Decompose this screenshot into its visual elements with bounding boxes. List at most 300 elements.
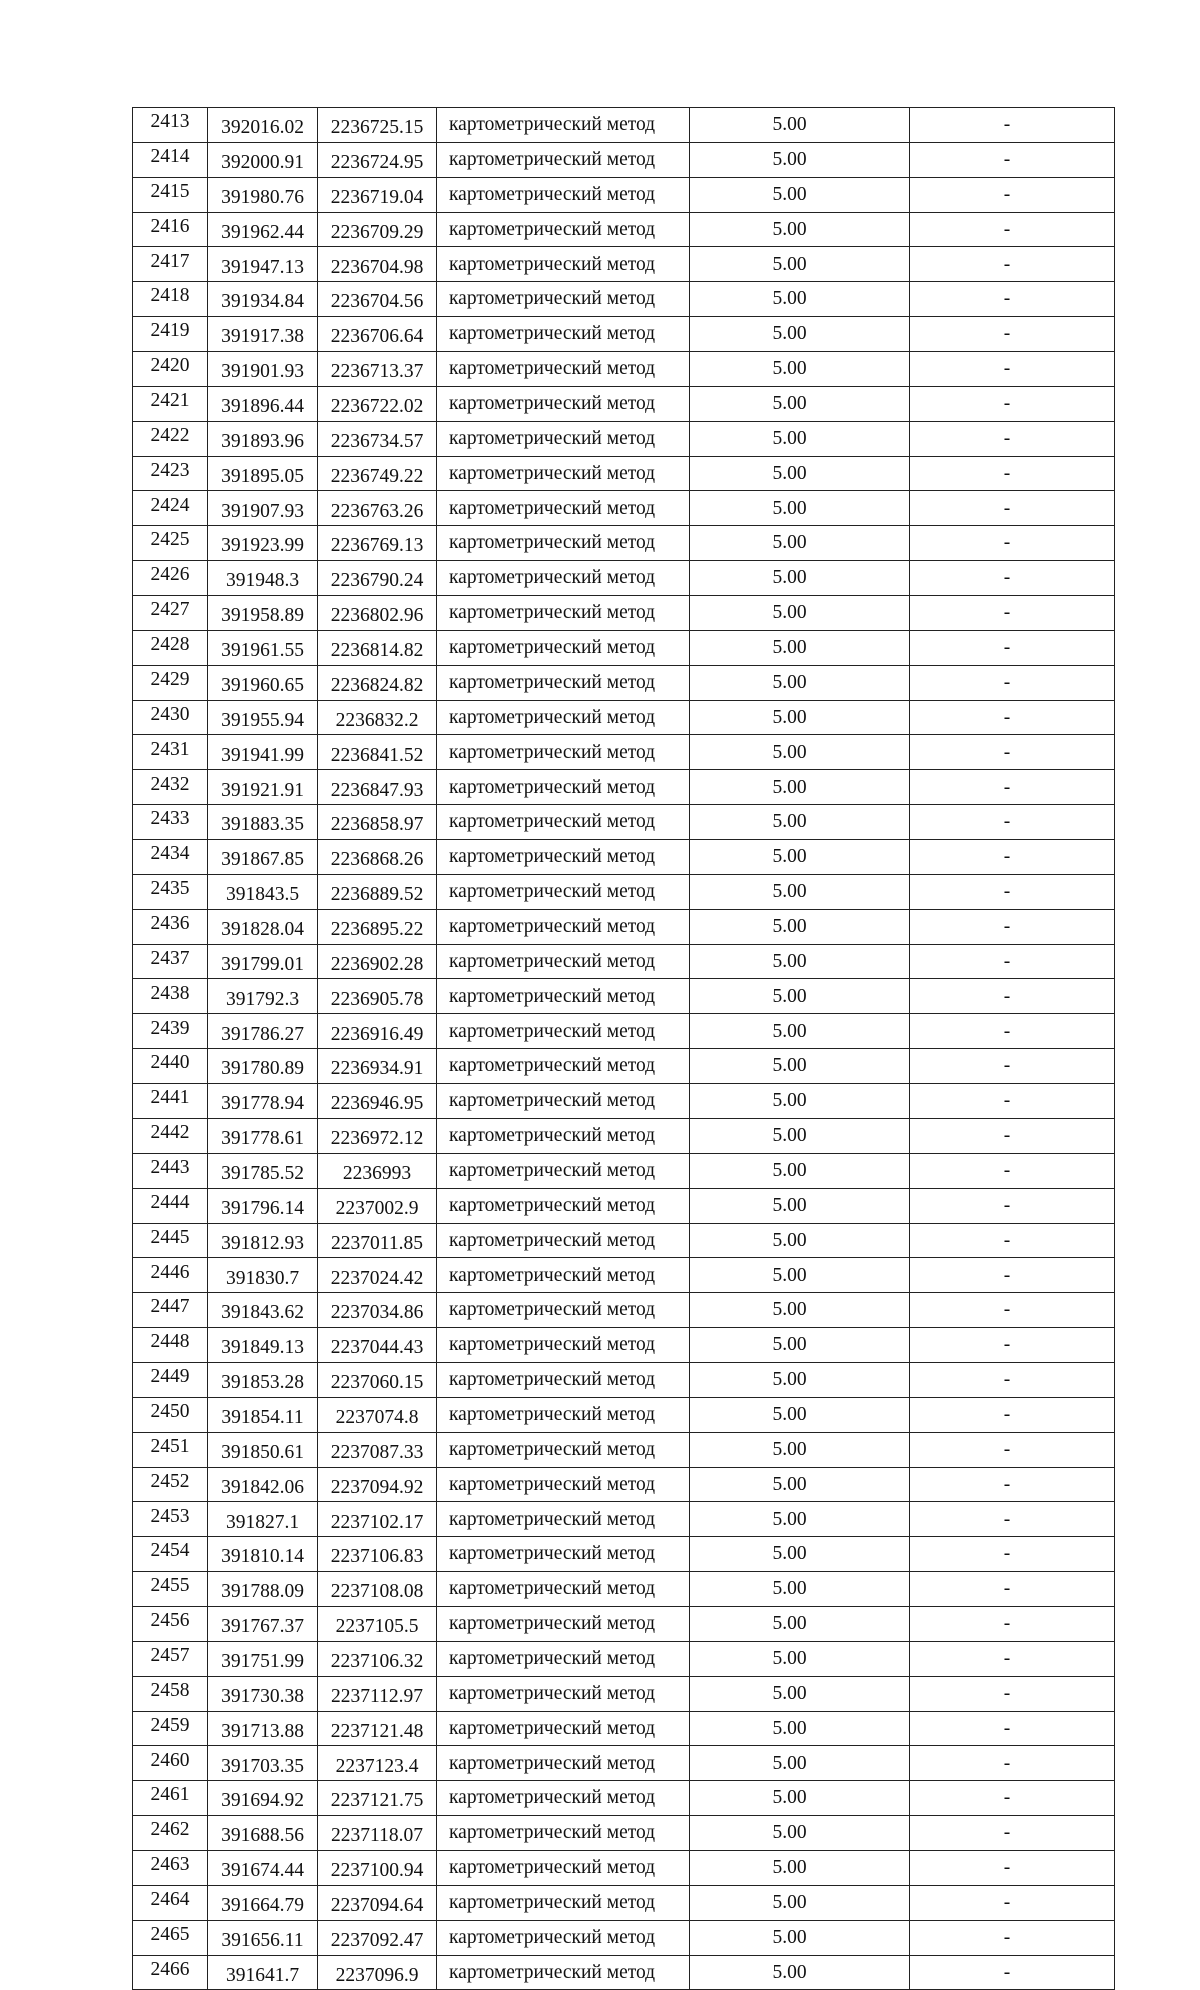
accuracy-cell: 5.00 <box>690 526 910 561</box>
x-coordinate-cell: 391923.99 <box>208 526 318 561</box>
point-number-cell: 2453 <box>133 1502 208 1537</box>
point-number-cell: 2440 <box>133 1049 208 1084</box>
accuracy-cell: 5.00 <box>690 1328 910 1363</box>
y-coordinate-cell: 2236902.28 <box>318 944 437 979</box>
table-row <box>133 212 1115 247</box>
table-row <box>133 770 1115 805</box>
method-cell: картометрический метод <box>437 352 690 387</box>
accuracy-cell: 5.00 <box>690 1885 910 1920</box>
y-coordinate-cell: 2237060.15 <box>318 1362 437 1397</box>
y-coordinate-cell: 2237094.64 <box>318 1885 437 1920</box>
point-number-cell: 2419 <box>133 317 208 352</box>
accuracy-cell: 5.00 <box>690 1397 910 1432</box>
table-row <box>133 874 1115 909</box>
x-coordinate-cell: 391767.37 <box>208 1606 318 1641</box>
table-row <box>133 1118 1115 1153</box>
accuracy-cell: 5.00 <box>690 456 910 491</box>
table-row <box>133 1049 1115 1084</box>
point-number-cell: 2464 <box>133 1885 208 1920</box>
description-cell: - <box>910 212 1115 247</box>
x-coordinate-cell: 391688.56 <box>208 1816 318 1851</box>
point-number-cell: 2425 <box>133 526 208 561</box>
accuracy-cell: 5.00 <box>690 1258 910 1293</box>
table-row <box>133 352 1115 387</box>
point-number-cell: 2430 <box>133 700 208 735</box>
point-number-cell: 2416 <box>133 212 208 247</box>
point-number-cell: 2423 <box>133 456 208 491</box>
point-number-cell: 2448 <box>133 1328 208 1363</box>
description-cell: - <box>910 177 1115 212</box>
accuracy-cell: 5.00 <box>690 561 910 596</box>
table-row <box>133 630 1115 665</box>
accuracy-cell: 5.00 <box>690 1606 910 1641</box>
method-cell: картометрический метод <box>437 1188 690 1223</box>
y-coordinate-cell: 2236719.04 <box>318 177 437 212</box>
method-cell: картометрический метод <box>437 1014 690 1049</box>
x-coordinate-cell: 391883.35 <box>208 805 318 840</box>
x-coordinate-cell: 391961.55 <box>208 630 318 665</box>
table-row <box>133 1816 1115 1851</box>
x-coordinate-cell: 391703.35 <box>208 1746 318 1781</box>
method-cell: картометрический метод <box>437 177 690 212</box>
point-number-cell: 2450 <box>133 1397 208 1432</box>
method-cell: картометрический метод <box>437 526 690 561</box>
point-number-cell: 2459 <box>133 1711 208 1746</box>
method-cell: картометрический метод <box>437 630 690 665</box>
x-coordinate-cell: 391796.14 <box>208 1188 318 1223</box>
x-coordinate-cell: 391947.13 <box>208 247 318 282</box>
method-cell: картометрический метод <box>437 700 690 735</box>
method-cell: картометрический метод <box>437 1118 690 1153</box>
method-cell: картометрический метод <box>437 1746 690 1781</box>
description-cell: - <box>910 1885 1115 1920</box>
accuracy-cell: 5.00 <box>690 1955 910 1990</box>
table-row <box>133 1955 1115 1990</box>
description-cell: - <box>910 1711 1115 1746</box>
y-coordinate-cell: 2237074.8 <box>318 1397 437 1432</box>
table-row <box>133 1885 1115 1920</box>
description-cell: - <box>910 700 1115 735</box>
table-row <box>133 700 1115 735</box>
description-cell: - <box>910 1572 1115 1607</box>
accuracy-cell: 5.00 <box>690 1432 910 1467</box>
accuracy-cell: 5.00 <box>690 1676 910 1711</box>
method-cell: картометрический метод <box>437 1572 690 1607</box>
y-coordinate-cell: 2236704.98 <box>318 247 437 282</box>
y-coordinate-cell: 2237096.9 <box>318 1955 437 1990</box>
x-coordinate-cell: 391921.91 <box>208 770 318 805</box>
table-row <box>133 1397 1115 1432</box>
method-cell: картометрический метод <box>437 491 690 526</box>
point-number-cell: 2462 <box>133 1816 208 1851</box>
table-row <box>133 1084 1115 1119</box>
table-row <box>133 1223 1115 1258</box>
point-number-cell: 2436 <box>133 909 208 944</box>
method-cell: картометрический метод <box>437 1362 690 1397</box>
table-row <box>133 596 1115 631</box>
table-row <box>133 979 1115 1014</box>
x-coordinate-cell: 391713.88 <box>208 1711 318 1746</box>
method-cell: картометрический метод <box>437 561 690 596</box>
y-coordinate-cell: 2236868.26 <box>318 840 437 875</box>
description-cell: - <box>910 1153 1115 1188</box>
method-cell: картометрический метод <box>437 874 690 909</box>
y-coordinate-cell: 2237002.9 <box>318 1188 437 1223</box>
table-row <box>133 142 1115 177</box>
accuracy-cell: 5.00 <box>690 1537 910 1572</box>
description-cell: - <box>910 1258 1115 1293</box>
y-coordinate-cell: 2237092.47 <box>318 1920 437 1955</box>
accuracy-cell: 5.00 <box>690 1816 910 1851</box>
y-coordinate-cell: 2236734.57 <box>318 421 437 456</box>
accuracy-cell: 5.00 <box>690 1014 910 1049</box>
table-row <box>133 247 1115 282</box>
x-coordinate-cell: 391664.79 <box>208 1885 318 1920</box>
description-cell: - <box>910 1641 1115 1676</box>
method-cell: картометрический метод <box>437 1049 690 1084</box>
description-cell: - <box>910 1502 1115 1537</box>
point-number-cell: 2428 <box>133 630 208 665</box>
x-coordinate-cell: 391960.65 <box>208 665 318 700</box>
y-coordinate-cell: 2236704.56 <box>318 282 437 317</box>
x-coordinate-cell: 391853.28 <box>208 1362 318 1397</box>
table-row <box>133 1850 1115 1885</box>
y-coordinate-cell: 2236790.24 <box>318 561 437 596</box>
accuracy-cell: 5.00 <box>690 108 910 143</box>
y-coordinate-cell: 2237108.08 <box>318 1572 437 1607</box>
x-coordinate-cell: 391867.85 <box>208 840 318 875</box>
accuracy-cell: 5.00 <box>690 386 910 421</box>
description-cell: - <box>910 1676 1115 1711</box>
method-cell: картометрический метод <box>437 1397 690 1432</box>
y-coordinate-cell: 2236763.26 <box>318 491 437 526</box>
y-coordinate-cell: 2236946.95 <box>318 1084 437 1119</box>
description-cell: - <box>910 247 1115 282</box>
table-row <box>133 491 1115 526</box>
description-cell: - <box>910 108 1115 143</box>
accuracy-cell: 5.00 <box>690 1641 910 1676</box>
accuracy-cell: 5.00 <box>690 665 910 700</box>
method-cell: картометрический метод <box>437 282 690 317</box>
accuracy-cell: 5.00 <box>690 1572 910 1607</box>
accuracy-cell: 5.00 <box>690 874 910 909</box>
method-cell: картометрический метод <box>437 1432 690 1467</box>
accuracy-cell: 5.00 <box>690 317 910 352</box>
description-cell: - <box>910 1084 1115 1119</box>
point-number-cell: 2429 <box>133 665 208 700</box>
x-coordinate-cell: 391941.99 <box>208 735 318 770</box>
x-coordinate-cell: 391901.93 <box>208 352 318 387</box>
method-cell: картометрический метод <box>437 1153 690 1188</box>
y-coordinate-cell: 2236916.49 <box>318 1014 437 1049</box>
method-cell: картометрический метод <box>437 456 690 491</box>
description-cell: - <box>910 352 1115 387</box>
description-cell: - <box>910 282 1115 317</box>
point-number-cell: 2452 <box>133 1467 208 1502</box>
x-coordinate-cell: 391674.44 <box>208 1850 318 1885</box>
y-coordinate-cell: 2236706.64 <box>318 317 437 352</box>
table-row <box>133 317 1115 352</box>
x-coordinate-cell: 391895.05 <box>208 456 318 491</box>
x-coordinate-cell: 391780.89 <box>208 1049 318 1084</box>
method-cell: картометрический метод <box>437 1676 690 1711</box>
point-number-cell: 2461 <box>133 1781 208 1816</box>
method-cell: картометрический метод <box>437 386 690 421</box>
x-coordinate-cell: 392000.91 <box>208 142 318 177</box>
description-cell: - <box>910 596 1115 631</box>
method-cell: картометрический метод <box>437 108 690 143</box>
accuracy-cell: 5.00 <box>690 805 910 840</box>
x-coordinate-cell: 391830.7 <box>208 1258 318 1293</box>
point-number-cell: 2435 <box>133 874 208 909</box>
accuracy-cell: 5.00 <box>690 142 910 177</box>
description-cell: - <box>910 630 1115 665</box>
accuracy-cell: 5.00 <box>690 421 910 456</box>
y-coordinate-cell: 2236832.2 <box>318 700 437 735</box>
point-number-cell: 2458 <box>133 1676 208 1711</box>
accuracy-cell: 5.00 <box>690 596 910 631</box>
point-number-cell: 2445 <box>133 1223 208 1258</box>
table-row <box>133 1258 1115 1293</box>
y-coordinate-cell: 2236814.82 <box>318 630 437 665</box>
description-cell: - <box>910 1049 1115 1084</box>
method-cell: картометрический метод <box>437 840 690 875</box>
x-coordinate-cell: 391785.52 <box>208 1153 318 1188</box>
y-coordinate-cell: 2236802.96 <box>318 596 437 631</box>
point-number-cell: 2439 <box>133 1014 208 1049</box>
table-row <box>133 1153 1115 1188</box>
table-row <box>133 561 1115 596</box>
method-cell: картометрический метод <box>437 1606 690 1641</box>
method-cell: картометрический метод <box>437 1328 690 1363</box>
x-coordinate-cell: 391786.27 <box>208 1014 318 1049</box>
y-coordinate-cell: 2236722.02 <box>318 386 437 421</box>
description-cell: - <box>910 526 1115 561</box>
accuracy-cell: 5.00 <box>690 1049 910 1084</box>
y-coordinate-cell: 2237118.07 <box>318 1816 437 1851</box>
accuracy-cell: 5.00 <box>690 735 910 770</box>
accuracy-cell: 5.00 <box>690 1711 910 1746</box>
table-row <box>133 386 1115 421</box>
method-cell: картометрический метод <box>437 944 690 979</box>
description-cell: - <box>910 874 1115 909</box>
table-row <box>133 1328 1115 1363</box>
description-cell: - <box>910 840 1115 875</box>
table-row <box>133 282 1115 317</box>
accuracy-cell: 5.00 <box>690 247 910 282</box>
x-coordinate-cell: 391656.11 <box>208 1920 318 1955</box>
y-coordinate-cell: 2237106.83 <box>318 1537 437 1572</box>
point-number-cell: 2463 <box>133 1850 208 1885</box>
y-coordinate-cell: 2236824.82 <box>318 665 437 700</box>
table-row <box>133 944 1115 979</box>
point-number-cell: 2456 <box>133 1606 208 1641</box>
description-cell: - <box>910 1118 1115 1153</box>
y-coordinate-cell: 2237105.5 <box>318 1606 437 1641</box>
method-cell: картометрический метод <box>437 1641 690 1676</box>
description-cell: - <box>910 317 1115 352</box>
table-row <box>133 1432 1115 1467</box>
y-coordinate-cell: 2236725.15 <box>318 108 437 143</box>
description-cell: - <box>910 1816 1115 1851</box>
method-cell: картометрический метод <box>437 1850 690 1885</box>
table-row <box>133 1572 1115 1607</box>
accuracy-cell: 5.00 <box>690 979 910 1014</box>
accuracy-cell: 5.00 <box>690 1293 910 1328</box>
method-cell: картометрический метод <box>437 1955 690 1990</box>
description-cell: - <box>910 1850 1115 1885</box>
y-coordinate-cell: 2237121.75 <box>318 1781 437 1816</box>
method-cell: картометрический метод <box>437 1781 690 1816</box>
point-number-cell: 2421 <box>133 386 208 421</box>
point-number-cell: 2433 <box>133 805 208 840</box>
method-cell: картометрический метод <box>437 1223 690 1258</box>
x-coordinate-cell: 391641.7 <box>208 1955 318 1990</box>
table-row <box>133 108 1115 143</box>
y-coordinate-cell: 2236841.52 <box>318 735 437 770</box>
description-cell: - <box>910 1432 1115 1467</box>
point-number-cell: 2432 <box>133 770 208 805</box>
table-row <box>133 909 1115 944</box>
y-coordinate-cell: 2236858.97 <box>318 805 437 840</box>
point-number-cell: 2420 <box>133 352 208 387</box>
table-row <box>133 177 1115 212</box>
y-coordinate-cell: 2237044.43 <box>318 1328 437 1363</box>
table-row <box>133 1467 1115 1502</box>
y-coordinate-cell: 2236889.52 <box>318 874 437 909</box>
x-coordinate-cell: 392016.02 <box>208 108 318 143</box>
accuracy-cell: 5.00 <box>690 1362 910 1397</box>
description-cell: - <box>910 1014 1115 1049</box>
x-coordinate-cell: 391843.62 <box>208 1293 318 1328</box>
x-coordinate-cell: 391962.44 <box>208 212 318 247</box>
description-cell: - <box>910 1467 1115 1502</box>
description-cell: - <box>910 1293 1115 1328</box>
accuracy-cell: 5.00 <box>690 177 910 212</box>
method-cell: картометрический метод <box>437 421 690 456</box>
table-row <box>133 1711 1115 1746</box>
method-cell: картометрический метод <box>437 1537 690 1572</box>
point-number-cell: 2417 <box>133 247 208 282</box>
method-cell: картометрический метод <box>437 979 690 1014</box>
table-row <box>133 421 1115 456</box>
accuracy-cell: 5.00 <box>690 770 910 805</box>
description-cell: - <box>910 770 1115 805</box>
x-coordinate-cell: 391694.92 <box>208 1781 318 1816</box>
x-coordinate-cell: 391934.84 <box>208 282 318 317</box>
accuracy-cell: 5.00 <box>690 840 910 875</box>
accuracy-cell: 5.00 <box>690 1502 910 1537</box>
point-number-cell: 2424 <box>133 491 208 526</box>
description-cell: - <box>910 1362 1115 1397</box>
point-number-cell: 2465 <box>133 1920 208 1955</box>
point-number-cell: 2455 <box>133 1572 208 1607</box>
x-coordinate-cell: 391812.93 <box>208 1223 318 1258</box>
table-row <box>133 1362 1115 1397</box>
x-coordinate-cell: 391893.96 <box>208 421 318 456</box>
description-cell: - <box>910 456 1115 491</box>
table-row <box>133 1606 1115 1641</box>
x-coordinate-cell: 391788.09 <box>208 1572 318 1607</box>
table-row <box>133 840 1115 875</box>
point-number-cell: 2443 <box>133 1153 208 1188</box>
x-coordinate-cell: 391730.38 <box>208 1676 318 1711</box>
point-number-cell: 2449 <box>133 1362 208 1397</box>
description-cell: - <box>910 1188 1115 1223</box>
accuracy-cell: 5.00 <box>690 700 910 735</box>
y-coordinate-cell: 2236905.78 <box>318 979 437 1014</box>
point-number-cell: 2427 <box>133 596 208 631</box>
point-number-cell: 2447 <box>133 1293 208 1328</box>
x-coordinate-cell: 391810.14 <box>208 1537 318 1572</box>
method-cell: картометрический метод <box>437 1885 690 1920</box>
table-row <box>133 665 1115 700</box>
description-cell: - <box>910 909 1115 944</box>
point-number-cell: 2413 <box>133 108 208 143</box>
x-coordinate-cell: 391917.38 <box>208 317 318 352</box>
point-number-cell: 2457 <box>133 1641 208 1676</box>
point-number-cell: 2422 <box>133 421 208 456</box>
table-row <box>133 1676 1115 1711</box>
point-number-cell: 2466 <box>133 1955 208 1990</box>
description-cell: - <box>910 944 1115 979</box>
accuracy-cell: 5.00 <box>690 1746 910 1781</box>
description-cell: - <box>910 1746 1115 1781</box>
accuracy-cell: 5.00 <box>690 1153 910 1188</box>
y-coordinate-cell: 2236934.91 <box>318 1049 437 1084</box>
y-coordinate-cell: 2237102.17 <box>318 1502 437 1537</box>
accuracy-cell: 5.00 <box>690 1084 910 1119</box>
description-cell: - <box>910 665 1115 700</box>
y-coordinate-cell: 2237094.92 <box>318 1467 437 1502</box>
accuracy-cell: 5.00 <box>690 1920 910 1955</box>
x-coordinate-cell: 391907.93 <box>208 491 318 526</box>
x-coordinate-cell: 391799.01 <box>208 944 318 979</box>
table-row <box>133 1014 1115 1049</box>
description-cell: - <box>910 1920 1115 1955</box>
method-cell: картометрический метод <box>437 770 690 805</box>
method-cell: картометрический метод <box>437 1258 690 1293</box>
table-row <box>133 1746 1115 1781</box>
table-row <box>133 526 1115 561</box>
method-cell: картометрический метод <box>437 212 690 247</box>
point-number-cell: 2426 <box>133 561 208 596</box>
y-coordinate-cell: 2236895.22 <box>318 909 437 944</box>
description-cell: - <box>910 1606 1115 1641</box>
accuracy-cell: 5.00 <box>690 1188 910 1223</box>
method-cell: картометрический метод <box>437 1084 690 1119</box>
accuracy-cell: 5.00 <box>690 352 910 387</box>
y-coordinate-cell: 2236749.22 <box>318 456 437 491</box>
x-coordinate-cell: 391751.99 <box>208 1641 318 1676</box>
point-number-cell: 2415 <box>133 177 208 212</box>
table-row <box>133 1188 1115 1223</box>
method-cell: картометрический метод <box>437 1467 690 1502</box>
method-cell: картометрический метод <box>437 1816 690 1851</box>
description-cell: - <box>910 805 1115 840</box>
description-cell: - <box>910 1397 1115 1432</box>
x-coordinate-cell: 391842.06 <box>208 1467 318 1502</box>
x-coordinate-cell: 391854.11 <box>208 1397 318 1432</box>
table-row <box>133 1920 1115 1955</box>
description-cell: - <box>910 1328 1115 1363</box>
point-number-cell: 2438 <box>133 979 208 1014</box>
method-cell: картометрический метод <box>437 247 690 282</box>
table-row <box>133 1537 1115 1572</box>
y-coordinate-cell: 2237100.94 <box>318 1850 437 1885</box>
x-coordinate-cell: 391896.44 <box>208 386 318 421</box>
method-cell: картометрический метод <box>437 1502 690 1537</box>
